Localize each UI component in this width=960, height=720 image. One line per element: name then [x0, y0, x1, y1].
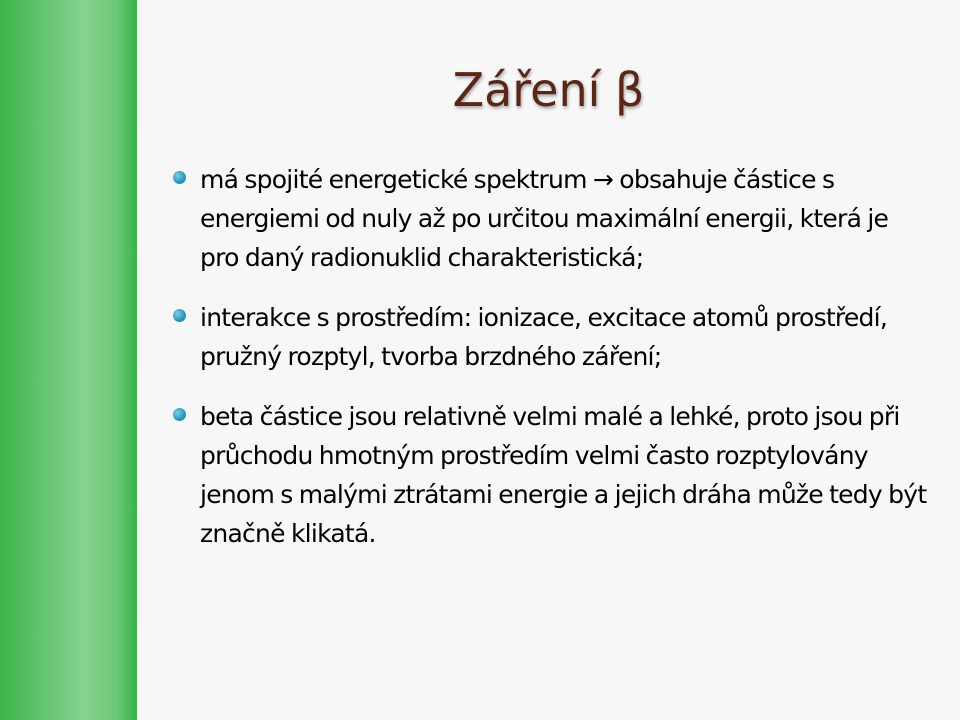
bullet-dot-icon: [173, 408, 186, 421]
bullet-text: má spojité energetické spektrum → obsahuje částice s energiemi od nuly až po určitou maximální energii, která je pro daný radionuklid charakteristická;: [200, 165, 889, 272]
bullet-item-scattering: [170, 397, 930, 553]
bullet-text: beta částice jsou relativně velmi malé a lehké, proto jsou při průchodu hmotným prostředím velmi často rozptylovány jenom s malými ztrátami energie a jejich dráha může tedy být značně klikatá.: [200, 402, 927, 548]
bullet-dot-icon: [173, 171, 186, 184]
slide-title: Záření β: [452, 63, 645, 117]
bullet-dot-icon: [173, 309, 186, 322]
decorative-side-bar: [0, 0, 137, 720]
bullet-text: interakce s prostředím: ionizace, excitace atomů prostředí, pružný rozptyl, tvorba brzdného záření;: [200, 303, 888, 371]
bullet-list: [170, 160, 930, 574]
bullet-item-interaction: [170, 298, 930, 376]
bullet-item-spectrum: [170, 160, 930, 277]
